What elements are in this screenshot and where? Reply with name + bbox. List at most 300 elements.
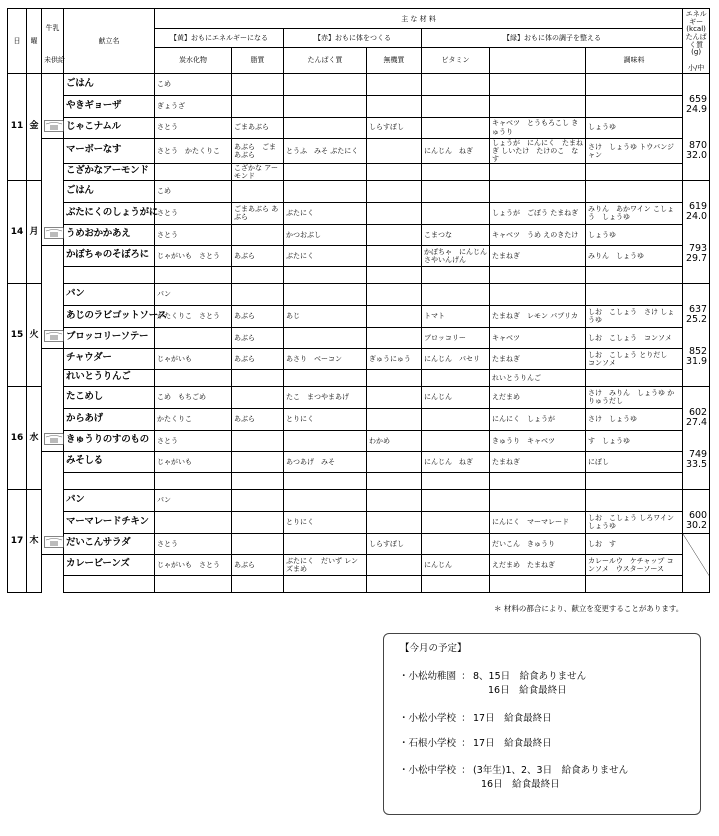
ingredient-carb — [155, 327, 232, 348]
dish-name: ごはん — [64, 180, 155, 202]
ingredient-green: キャベツ とうもろこし きゅうり — [490, 117, 586, 138]
milk-cell — [42, 451, 64, 472]
ingredient-vitamin: かぼちゃ にんじん さやいんげん — [422, 245, 490, 266]
milk-icon — [42, 224, 64, 245]
dish-name: れいとうりんご — [64, 369, 155, 386]
ingredient-green: たまねぎ — [490, 348, 586, 369]
ingredient-fat — [232, 472, 284, 489]
ingredient-protein — [284, 533, 367, 554]
ingredient-mineral — [367, 283, 422, 305]
plan-entry-line2: 16日 給食最終日 — [488, 685, 567, 696]
dish-name: じゃこナムル — [64, 117, 155, 138]
day-number: 14 — [8, 180, 27, 283]
milk-cell — [42, 95, 64, 117]
ingredient-seasoning: しお こしょう コンソメ — [586, 327, 683, 348]
col-nondeliv: 未供給 — [42, 47, 64, 73]
ingredient-fat — [232, 73, 284, 95]
ingredient-seasoning — [586, 575, 683, 592]
nutrition-values-a — [683, 73, 710, 117]
day-number: 16 — [8, 386, 27, 489]
ingredient-seasoning — [586, 489, 683, 511]
ingredient-seasoning — [586, 163, 683, 180]
nutrition-empty — [683, 533, 710, 575]
protein-value: 27.4 — [685, 417, 708, 429]
ingredient-vitamin — [422, 95, 490, 117]
ingredient-protein — [284, 489, 367, 511]
ingredient-vitamin — [422, 472, 490, 489]
ingredient-mineral — [367, 386, 422, 408]
ingredient-seasoning: カレールウ ケチャップ コンソメ ウスターソース — [586, 554, 683, 575]
ingredient-carb: じゃがいも さとう — [155, 554, 232, 575]
ingredient-green: たまねぎ — [490, 451, 586, 472]
energy-value: 852 — [688, 346, 708, 358]
ingredient-vitamin — [422, 369, 490, 386]
ingredient-green — [490, 489, 586, 511]
protein-value: 24.0 — [685, 211, 708, 223]
dish-name: からあげ — [64, 408, 155, 430]
menu-row — [8, 451, 710, 472]
nutrition-values-b — [683, 430, 710, 472]
milk-icon — [42, 430, 64, 451]
dish-name — [64, 472, 155, 489]
menu-row — [8, 283, 710, 305]
milk-cell — [42, 180, 64, 202]
milk-cell — [42, 472, 64, 489]
ingredient-fat: こざかな アーモンド — [232, 163, 284, 180]
nutrition-spacer — [683, 369, 710, 386]
ingredient-vitamin — [422, 489, 490, 511]
menu-row — [8, 327, 710, 348]
menu-row — [8, 430, 710, 451]
nutrition-values-a — [683, 386, 710, 430]
ingredient-vitamin — [422, 575, 490, 592]
group-green: 【緑】おもに体の調子を整える — [422, 29, 683, 48]
milk-icon — [42, 533, 64, 554]
ingredient-vitamin — [422, 511, 490, 533]
menu-row — [8, 489, 710, 511]
ingredient-carb: こめ — [155, 180, 232, 202]
protein-value: 29.7 — [685, 253, 708, 265]
ingredient-green — [490, 95, 586, 117]
milk-cell — [42, 386, 64, 408]
ingredient-mineral — [367, 489, 422, 511]
ingredient-protein: たこ まつやまあげ — [284, 386, 367, 408]
energy-value: 602 — [688, 407, 708, 419]
ingredient-fat — [232, 430, 284, 451]
ingredient-seasoning — [586, 472, 683, 489]
ingredient-seasoning: しょうゆ — [586, 224, 683, 245]
ingredient-carb — [155, 266, 232, 283]
ingredient-fat — [232, 369, 284, 386]
energy-value: 870 — [688, 140, 708, 152]
protein-value: 32.0 — [685, 150, 708, 162]
ingredient-carb: さとう — [155, 430, 232, 451]
ingredient-green: しょうが にんにく たまねぎ しいたけ たけのこ なす — [490, 138, 586, 163]
ingredient-carb — [155, 575, 232, 592]
milk-cell — [42, 138, 64, 163]
ingredient-fat — [232, 180, 284, 202]
ingredient-protein — [284, 472, 367, 489]
nutrition-values-b — [683, 224, 710, 266]
energy-value: 659 — [688, 94, 708, 106]
menu-row — [8, 117, 710, 138]
ingredient-mineral — [367, 305, 422, 327]
change-note: ＊ 材料の都合により、献立を変更することがあります。 — [494, 604, 684, 613]
ingredient-protein — [284, 283, 367, 305]
nutrition-spacer — [683, 472, 710, 489]
milk-cell — [42, 489, 64, 511]
day-of-week: 金 — [27, 73, 42, 180]
menu-row — [8, 408, 710, 430]
dish-name: マーボーなす — [64, 138, 155, 163]
ingredient-green — [490, 73, 586, 95]
col-seasoning: 調味料 — [586, 47, 683, 73]
ingredient-vitamin — [422, 266, 490, 283]
dish-name: やきギョーザ — [64, 95, 155, 117]
ingredient-vitamin — [422, 283, 490, 305]
ingredient-seasoning: しお こしょう とりだし コンソメ — [586, 348, 683, 369]
protein-value: 30.2 — [685, 519, 708, 531]
ingredient-green — [490, 472, 586, 489]
ingredient-vitamin: トマト — [422, 305, 490, 327]
ingredient-mineral — [367, 202, 422, 224]
menu-row — [8, 163, 710, 180]
dish-name: うめおかかあえ — [64, 224, 155, 245]
menu-row — [8, 511, 710, 533]
ingredient-green — [490, 180, 586, 202]
ingredient-fat: ごまあぶら あぶら — [232, 202, 284, 224]
milk-cell — [42, 283, 64, 305]
ingredient-fat: あぶら — [232, 554, 284, 575]
col-menu-name: 献立名 — [64, 9, 155, 74]
ingredient-mineral — [367, 472, 422, 489]
col-mineral: 無機質 — [367, 47, 422, 73]
milk-cell — [42, 575, 64, 592]
ingredient-carb: じゃがいも — [155, 451, 232, 472]
ingredient-mineral: ぎゅうにゅう — [367, 348, 422, 369]
ingredient-mineral — [367, 327, 422, 348]
day-of-week: 火 — [27, 283, 42, 386]
dish-name: パン — [64, 283, 155, 305]
ingredient-green: きゅうり キャベツ — [490, 430, 586, 451]
ingredient-green — [490, 575, 586, 592]
energy-value: 619 — [688, 201, 708, 213]
ingredient-fat: あぶら — [232, 327, 284, 348]
ingredient-green: キャベツ — [490, 327, 586, 348]
nutrition-values-b — [683, 117, 710, 163]
ingredient-fat: あぶら — [232, 245, 284, 266]
menu-row — [8, 73, 710, 95]
milk-icon — [42, 117, 64, 138]
milk-cell — [42, 163, 64, 180]
menu-row — [8, 95, 710, 117]
ingredient-carb: こめ もちごめ — [155, 386, 232, 408]
ingredient-seasoning — [586, 95, 683, 117]
monthly-plan-box — [383, 633, 701, 815]
ingredient-fat — [232, 266, 284, 283]
milk-cell — [42, 554, 64, 575]
ingredient-carb — [155, 369, 232, 386]
energy-value: 749 — [688, 449, 708, 461]
ingredient-mineral — [367, 575, 422, 592]
col-fat: 脂質 — [232, 47, 284, 73]
plan-entry: ・石根小学校 ： 17日 給食最終日 — [399, 735, 552, 749]
ingredient-seasoning: しょうゆ — [586, 117, 683, 138]
col-protein: たんぱく質 — [284, 47, 367, 73]
dish-name: かぼちゃのそぼろに — [64, 245, 155, 266]
ingredient-vitamin — [422, 180, 490, 202]
ingredient-carb: さとう かたくりこ — [155, 138, 232, 163]
ingredient-green: キャベツ うめ えのきたけ — [490, 224, 586, 245]
menu-row — [8, 245, 710, 266]
dish-name: ぶたにくのしょうがに — [64, 202, 155, 224]
ingredient-fat — [232, 533, 284, 554]
day-number: 17 — [8, 489, 27, 592]
plan-entry: ・小松小学校 ： 17日 給食最終日 — [399, 710, 552, 724]
menu-row — [8, 369, 710, 386]
day-of-week: 水 — [27, 386, 42, 489]
day-number: 15 — [8, 283, 27, 386]
milk-cell — [42, 245, 64, 266]
energy-value: 793 — [688, 243, 708, 255]
ingredient-seasoning: しお こしょう しろワイン しょうゆ — [586, 511, 683, 533]
ingredient-carb: かたくりこ — [155, 408, 232, 430]
milk-cell — [42, 305, 64, 327]
ingredient-vitamin: にんじん ねぎ — [422, 138, 490, 163]
dish-name: ごはん — [64, 73, 155, 95]
energy-value: 637 — [688, 304, 708, 316]
dish-name: たこめし — [64, 386, 155, 408]
ingredient-mineral — [367, 138, 422, 163]
group-yellow: 【黄】おもにエネルギーになる — [155, 29, 284, 48]
ingredient-vitamin: にんじん — [422, 386, 490, 408]
ingredient-fat — [232, 451, 284, 472]
dish-name: マーマレードチキン — [64, 511, 155, 533]
ingredient-green: れいとうりんご — [490, 369, 586, 386]
menu-row — [8, 348, 710, 369]
plan-school: ・石根小学校 — [399, 738, 457, 749]
ingredient-mineral — [367, 73, 422, 95]
ingredient-green: たまねぎ レモン パプリカ — [490, 305, 586, 327]
ingredient-mineral — [367, 224, 422, 245]
milk-cell — [42, 408, 64, 430]
milk-cell — [42, 266, 64, 283]
ingredient-protein: とりにく — [284, 511, 367, 533]
ingredient-protein — [284, 430, 367, 451]
ingredient-protein: あつあげ みそ — [284, 451, 367, 472]
ingredient-protein — [284, 327, 367, 348]
nutrition-spacer — [683, 163, 710, 180]
ingredient-protein — [284, 266, 367, 283]
ingredient-seasoning — [586, 369, 683, 386]
menu-body — [8, 73, 710, 592]
menu-row — [8, 138, 710, 163]
plan-school: ・小松中学校 — [399, 765, 457, 776]
ingredient-carb — [155, 511, 232, 533]
ingredient-seasoning: みりん しょうゆ — [586, 245, 683, 266]
ingredient-fat: あぶら — [232, 305, 284, 327]
milk-cell — [42, 202, 64, 224]
ingredient-fat: あぶら — [232, 348, 284, 369]
ingredient-mineral — [367, 266, 422, 283]
ingredient-protein: かつおぶし — [284, 224, 367, 245]
ingredient-protein: あじ — [284, 305, 367, 327]
protein-value: 31.9 — [685, 356, 708, 368]
ingredient-vitamin: にんじん — [422, 554, 490, 575]
ingredient-mineral — [367, 369, 422, 386]
ingredient-green: しょうが ごぼう たまねぎ — [490, 202, 586, 224]
ingredient-fat — [232, 283, 284, 305]
dish-name: チャウダー — [64, 348, 155, 369]
ingredient-seasoning — [586, 266, 683, 283]
energy-value: 600 — [688, 509, 708, 521]
dish-name: ブロッコリーソテー — [64, 327, 155, 348]
dish-name: きゅうりのすのもの — [64, 430, 155, 451]
milk-cell — [42, 369, 64, 386]
ingredient-fat — [232, 386, 284, 408]
ingredient-seasoning: しお こしょう さけ しょうゆ — [586, 305, 683, 327]
ingredient-carb: さとう — [155, 224, 232, 245]
ingredient-carb: パン — [155, 489, 232, 511]
ingredient-vitamin: にんじん パセリ — [422, 348, 490, 369]
ingredient-seasoning — [586, 73, 683, 95]
ingredient-fat — [232, 95, 284, 117]
ingredient-fat — [232, 224, 284, 245]
milk-cell — [42, 73, 64, 95]
ingredient-green: えだまめ — [490, 386, 586, 408]
ingredient-fat: ごまあぶら — [232, 117, 284, 138]
menu-row — [8, 533, 710, 554]
col-vitamin: ビタミン — [422, 47, 490, 73]
ingredient-seasoning: さけ しょうゆ トウバンジャン — [586, 138, 683, 163]
ingredient-protein: ぶたにく — [284, 202, 367, 224]
day-of-week: 月 — [27, 180, 42, 283]
nutrition-values-a — [683, 283, 710, 327]
ingredient-carb: じゃがいも — [155, 348, 232, 369]
group-red: 【赤】おもに体をつくる — [284, 29, 422, 48]
day-number: 11 — [8, 73, 27, 180]
ingredient-mineral: しらすぼし — [367, 533, 422, 554]
nutrition-values-b — [683, 327, 710, 369]
ingredient-protein — [284, 180, 367, 202]
col-milk: 牛乳 — [42, 9, 64, 48]
ingredient-vitamin — [422, 117, 490, 138]
ingredient-mineral — [367, 95, 422, 117]
ingredient-carb: かたくりこ さとう — [155, 305, 232, 327]
ingredient-green — [490, 283, 586, 305]
menu-table — [7, 8, 710, 593]
milk-cell — [42, 348, 64, 369]
ingredient-green: にんにく マーマレード — [490, 511, 586, 533]
ingredient-vitamin — [422, 163, 490, 180]
plan-entry: ・小松中学校 ： (3年生)1、2、3日 給食ありません — [399, 762, 628, 776]
ingredient-green: たまねぎ — [490, 245, 586, 266]
menu-row — [8, 554, 710, 575]
dish-name — [64, 266, 155, 283]
ingredient-carb — [155, 163, 232, 180]
nutrition-spacer — [683, 266, 710, 283]
menu-row — [8, 472, 710, 489]
ingredient-fat: あぶら — [232, 408, 284, 430]
ingredient-vitamin: にんじん ねぎ — [422, 451, 490, 472]
ingredient-mineral — [367, 163, 422, 180]
plan-school: ・小松小学校 — [399, 713, 457, 724]
ingredient-seasoning — [586, 180, 683, 202]
ingredient-mineral — [367, 180, 422, 202]
ingredient-green — [490, 266, 586, 283]
ingredient-mineral — [367, 451, 422, 472]
menu-row — [8, 202, 710, 224]
ingredient-protein — [284, 73, 367, 95]
menu-row — [8, 386, 710, 408]
ingredient-fat — [232, 511, 284, 533]
menu-row — [8, 224, 710, 245]
ingredient-vitamin — [422, 533, 490, 554]
col-dow: 曜 — [27, 9, 42, 74]
ingredient-protein: とうふ みそ ぶたにく — [284, 138, 367, 163]
ingredient-protein: とりにく — [284, 408, 367, 430]
menu-row — [8, 180, 710, 202]
protein-value: 25.2 — [685, 314, 708, 326]
plan-school: ・小松幼稚園 — [399, 671, 457, 682]
col-green-other — [490, 47, 586, 73]
ingredient-carb: こめ — [155, 73, 232, 95]
ingredient-fat — [232, 489, 284, 511]
ingredient-vitamin — [422, 202, 490, 224]
menu-row — [8, 575, 710, 592]
ingredient-seasoning: す しょうゆ — [586, 430, 683, 451]
col-materials: 主 な 材 料 — [155, 9, 683, 29]
ingredient-seasoning: みりん あかワイン こしょう しょうゆ — [586, 202, 683, 224]
ingredient-carb: さとう — [155, 117, 232, 138]
protein-value: 33.5 — [685, 459, 708, 471]
ingredient-vitamin: ブロッコリー — [422, 327, 490, 348]
dish-name: こざかなアーモンド — [64, 163, 155, 180]
ingredient-green — [490, 163, 586, 180]
ingredient-mineral — [367, 245, 422, 266]
dish-name: だいこんサラダ — [64, 533, 155, 554]
nutrition-spacer — [683, 575, 710, 592]
ingredient-fat — [232, 575, 284, 592]
nutrition-values-a — [683, 489, 710, 533]
ingredient-seasoning: さけ しょうゆ — [586, 408, 683, 430]
plan-entry-line2: 16日 給食最終日 — [481, 779, 560, 790]
col-carb: 炭水化物 — [155, 47, 232, 73]
ingredient-carb: ぎょうざ — [155, 95, 232, 117]
ingredient-vitamin — [422, 73, 490, 95]
menu-row — [8, 266, 710, 283]
ingredient-fat: あぶら ごま あぶら — [232, 138, 284, 163]
menu-row — [8, 305, 710, 327]
ingredient-seasoning: しお す — [586, 533, 683, 554]
ingredient-carb: さとう — [155, 533, 232, 554]
ingredient-carb — [155, 472, 232, 489]
dish-name: あじのラビゴットソース — [64, 305, 155, 327]
dish-name — [64, 575, 155, 592]
col-energy: エネルギー (kcal) たんぱく質 (g) 小/中 — [683, 9, 710, 74]
milk-cell — [42, 511, 64, 533]
ingredient-protein: ぶたにく だいず レンズまめ — [284, 554, 367, 575]
ingredient-mineral — [367, 511, 422, 533]
ingredient-mineral — [367, 554, 422, 575]
ingredient-vitamin: こまつな — [422, 224, 490, 245]
ingredient-protein — [284, 117, 367, 138]
milk-icon — [42, 327, 64, 348]
ingredient-seasoning: にぼし — [586, 451, 683, 472]
ingredient-carb: パン — [155, 283, 232, 305]
ingredient-green: だいこん きゅうり — [490, 533, 586, 554]
ingredient-mineral: わかめ — [367, 430, 422, 451]
